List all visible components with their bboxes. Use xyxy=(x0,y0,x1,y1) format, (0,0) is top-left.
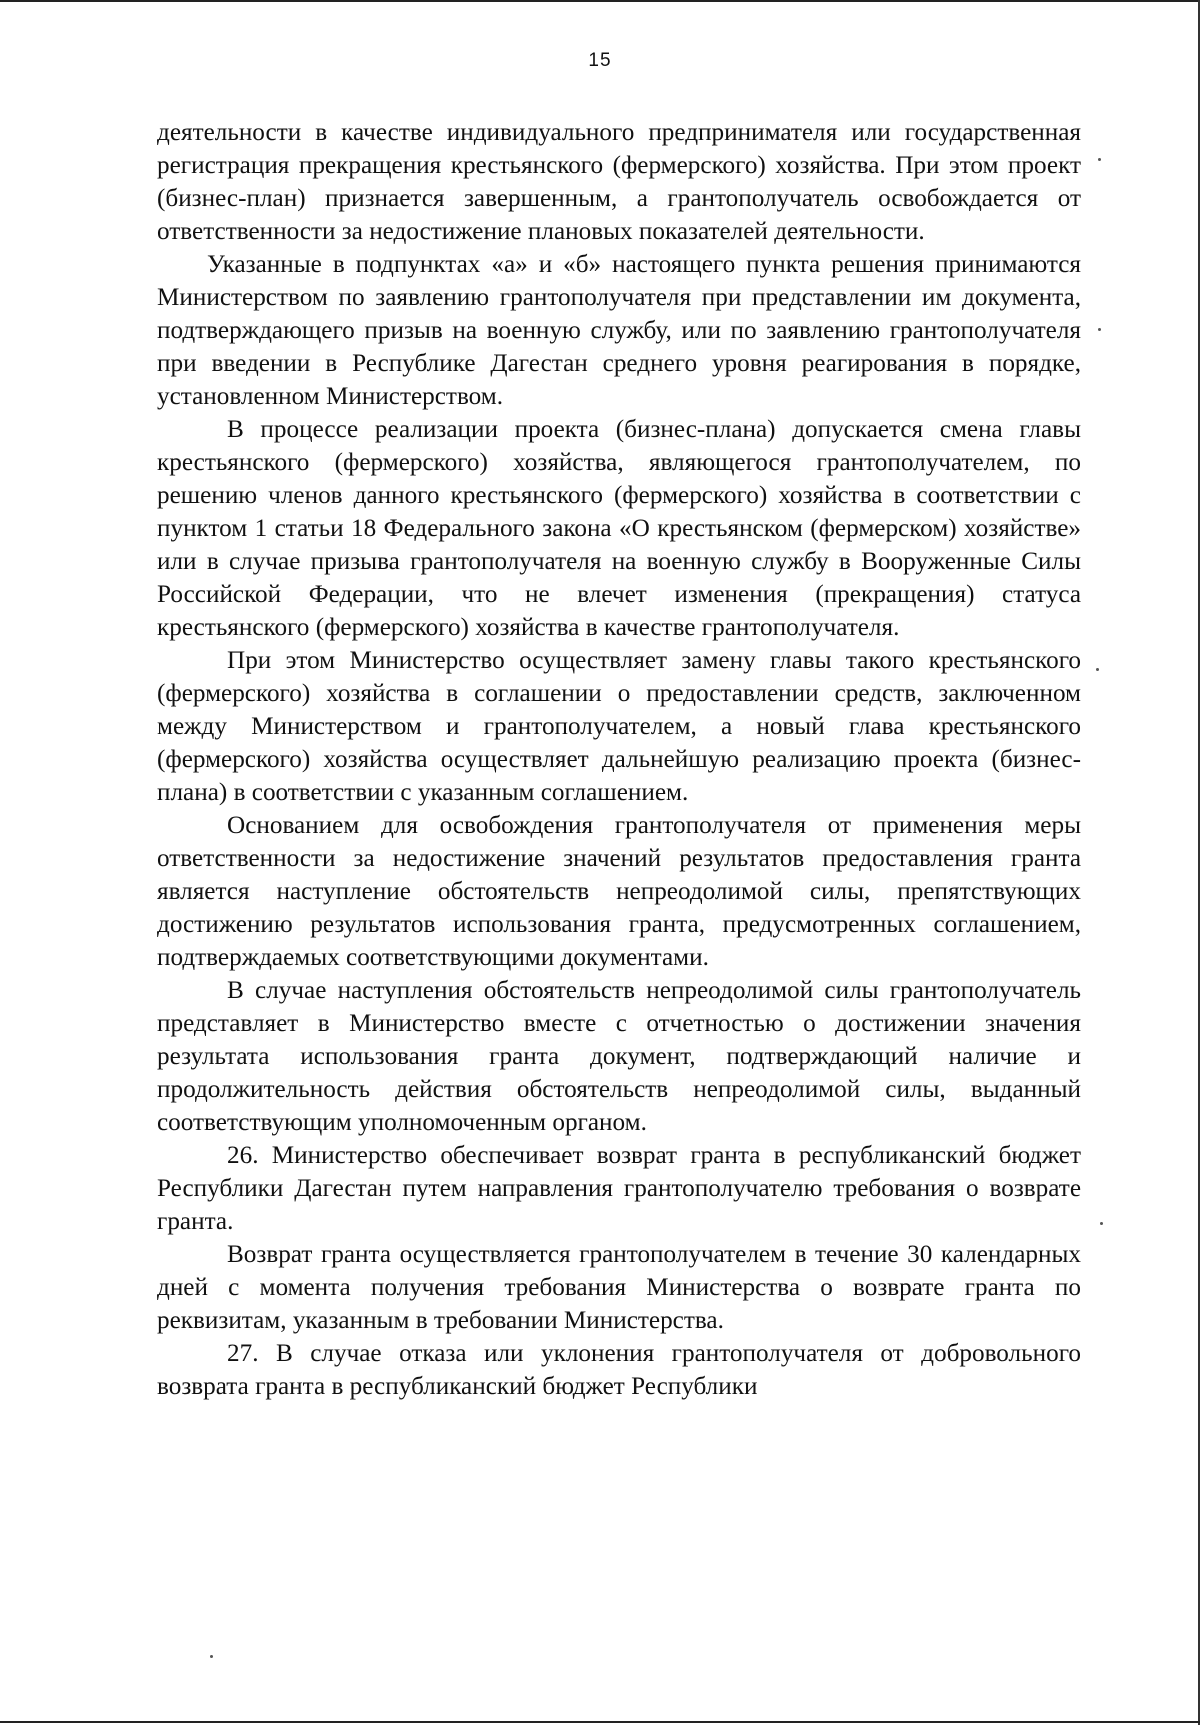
paragraph-continuation: деятельности в качестве индивидуального предпринимателя или государственная регистрация прекращения крестьянского (фермерского) хозяйства. При этом проект (бизнес-план) признается завершенным, а грантополучатель освобождается от ответственности за недостижение плановых показателей деятельности. xyxy=(157,119,1081,245)
scan-speck xyxy=(1100,1222,1103,1225)
paragraph-refund-term: Возврат гранта осуществляется грантополучателем в течение 30 календарных дней с момента получения требования Министерства о возврате гранта по реквизитам, указанным в требовании Министерства. xyxy=(157,1241,1081,1334)
scan-edge-top xyxy=(0,0,1200,2)
scan-edge-bottom xyxy=(0,1721,1200,1723)
scan-speck xyxy=(210,1655,213,1658)
paragraph-force-majeure-documents: В случае наступления обстоятельств непреодолимой силы грантополучатель представляет в Министерство вместе с отчетностью о достижении значения результата использования гранта документ, подтверждающий наличие и продолжительность действия обстоятельств непреодолимой силы, выданный соответствующим уполномоченным органом. xyxy=(157,977,1081,1136)
paragraph-head-change: В процессе реализации проекта (бизнес-плана) допускается смена главы крестьянского (фермерского) хозяйства, являющегося грантополучателем, по решению членов данного крестьянского (фермерского) хозяйства в соответствии с пунктом 1 статьи 18 Федерального закона «О крестьянском (фермерском) хозяйстве» или в случае призыва грантополучателя на военную службу в Вооруженные Силы Российской Федерации, что не влечет изменения (прекращения) статуса крестьянского (фермерского) хозяйства в качестве грантополучателя. xyxy=(157,416,1081,641)
paragraph-clause-26: 26. Министерство обеспечивает возврат гранта в республиканский бюджет Республики Дагестан путем направления грантополучателю требования о возврате гранта. xyxy=(157,1142,1081,1235)
paragraph-force-majeure-basis: Основанием для освобождения грантополучателя от применения меры ответственности за недостижение значений результатов предоставления гранта является наступление обстоятельств непреодолимой силы, препятствующих достижению результатов использования гранта, предусмотренных соглашением, подтверждаемых соответствующими документами. xyxy=(157,812,1081,971)
scan-speck xyxy=(1098,158,1101,161)
scan-speck xyxy=(1098,328,1101,331)
scan-speck xyxy=(1096,668,1099,671)
paragraph-decisions: Указанные в подпунктах «а» и «б» настоящего пункта решения принимаются Министерством по заявлению грантополучателя при представлении им документа, подтверждающего призыв на военную службу, или по заявлению грантополучателя при введении в Республике Дагестан среднего уровня реагирования в порядке, установленном Министерством. xyxy=(157,251,1081,410)
paragraph-clause-27: 27. В случае отказа или уклонения грантополучателя от добровольного возврата гранта в республиканский бюджет Республики xyxy=(157,1340,1081,1400)
paragraph-head-replacement: При этом Министерство осуществляет замену главы такого крестьянского (фермерского) хозяйства в соглашении о предоставлении средств, заключенном между Министерством и грантополучателем, а новый глава крестьянского (фермерского) хозяйства осуществляет дальнейшую реализацию проекта (бизнес-плана) в соответствии с указанным соглашением. xyxy=(157,647,1081,806)
document-body xyxy=(157,116,1081,1403)
page-number: 15 xyxy=(588,50,612,71)
